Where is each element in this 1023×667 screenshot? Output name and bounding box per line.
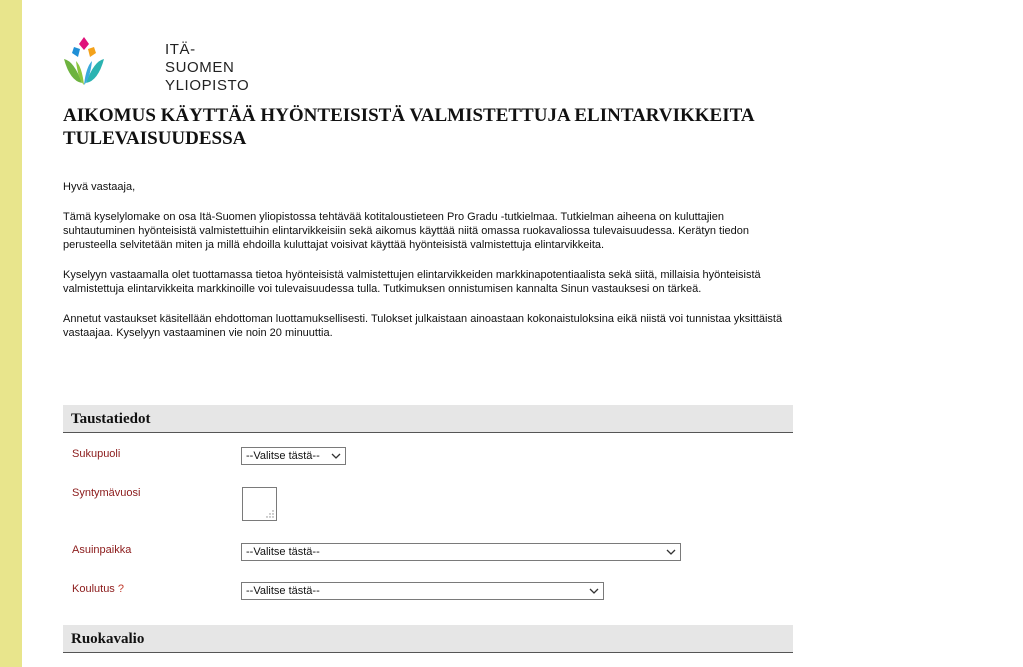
gender-select-value: --Valitse tästä-- — [246, 450, 320, 462]
left-accent-strip — [0, 0, 22, 667]
chevron-down-icon — [589, 585, 599, 597]
page-title: AIKOMUS KÄYTTÄÄ HYÖNTEISISTÄ VALMISTETTUJA ELINTARVIKKEITA TULEVAISUUDESSA — [63, 105, 754, 149]
birth-year-input[interactable] — [242, 487, 277, 521]
residence-select-value: --Valitse tästä-- — [246, 546, 320, 558]
chevron-down-icon — [666, 546, 676, 558]
intro-greeting: Hyvä vastaaja, — [63, 181, 136, 193]
university-logo — [62, 35, 250, 94]
logo-line-2: YLIOPISTO — [165, 77, 250, 94]
residence-label: Asuinpaikka — [72, 544, 132, 556]
section-header-diet — [63, 625, 793, 653]
section-header-background — [63, 405, 793, 433]
chevron-down-icon — [331, 450, 341, 462]
resize-grip-icon[interactable] — [266, 510, 274, 518]
intro-paragraph-3: Annetut vastaukset käsitellään ehdottoman luottamuksellisesti. Tulokset julkaistaan ainoastaan kokonaistuloksina eikä niistä voi tunnistaa yksittäistä vastaajaa. Kyselyyn vastaaminen vie noin 20 minuuttia. — [63, 313, 783, 339]
help-icon[interactable]: ? — [117, 583, 124, 595]
education-select[interactable] — [241, 582, 604, 600]
gender-select[interactable] — [241, 447, 346, 465]
logo-line-1: ITÄ-SUOMEN — [165, 41, 235, 76]
education-label: Koulutus ? — [72, 583, 124, 595]
education-select-value: --Valitse tästä-- — [246, 585, 320, 597]
intro-paragraph-2: Kyselyyn vastaamalla olet tuottamassa tietoa hyönteisistä valmistettujen elintarvikkeiden markkinapotentiaalista sekä siitä, millaisia hyönteisistä valmistettuja elintarvikkeita markkinoille voi tulevaisuudessa tulla. Tutkimuksen onnistumisen kannalta Sinun vastauksesi on tärkeä. — [63, 269, 761, 295]
residence-select[interactable] — [241, 543, 681, 561]
logo-icon — [62, 35, 106, 87]
intro-text — [63, 180, 793, 356]
gender-label: Sukupuoli — [72, 448, 121, 460]
section-title-background: Taustatiedot — [71, 411, 151, 427]
birth-year-label: Syntymävuosi — [72, 487, 141, 499]
section-title-diet: Ruokavalio — [71, 631, 145, 647]
intro-paragraph-1: Tämä kyselylomake on osa Itä-Suomen yliopistossa tehtävää kotitaloustieteen Pro Gradu -tutkielmaa. Tutkielman aiheena on kuluttajien suhtautuminen hyönteisistä valmistettuihin elintarvikkeisiin sekä aikomus käyttää niitä omassa ruokavaliossa tulevaisuudessa. Kerätyn tiedon perusteella selvitetään miten ja millä ehdoilla kuluttajat voisivat käyttää hyönteisistä valmistettuja elintarvikkeita. — [63, 211, 750, 251]
